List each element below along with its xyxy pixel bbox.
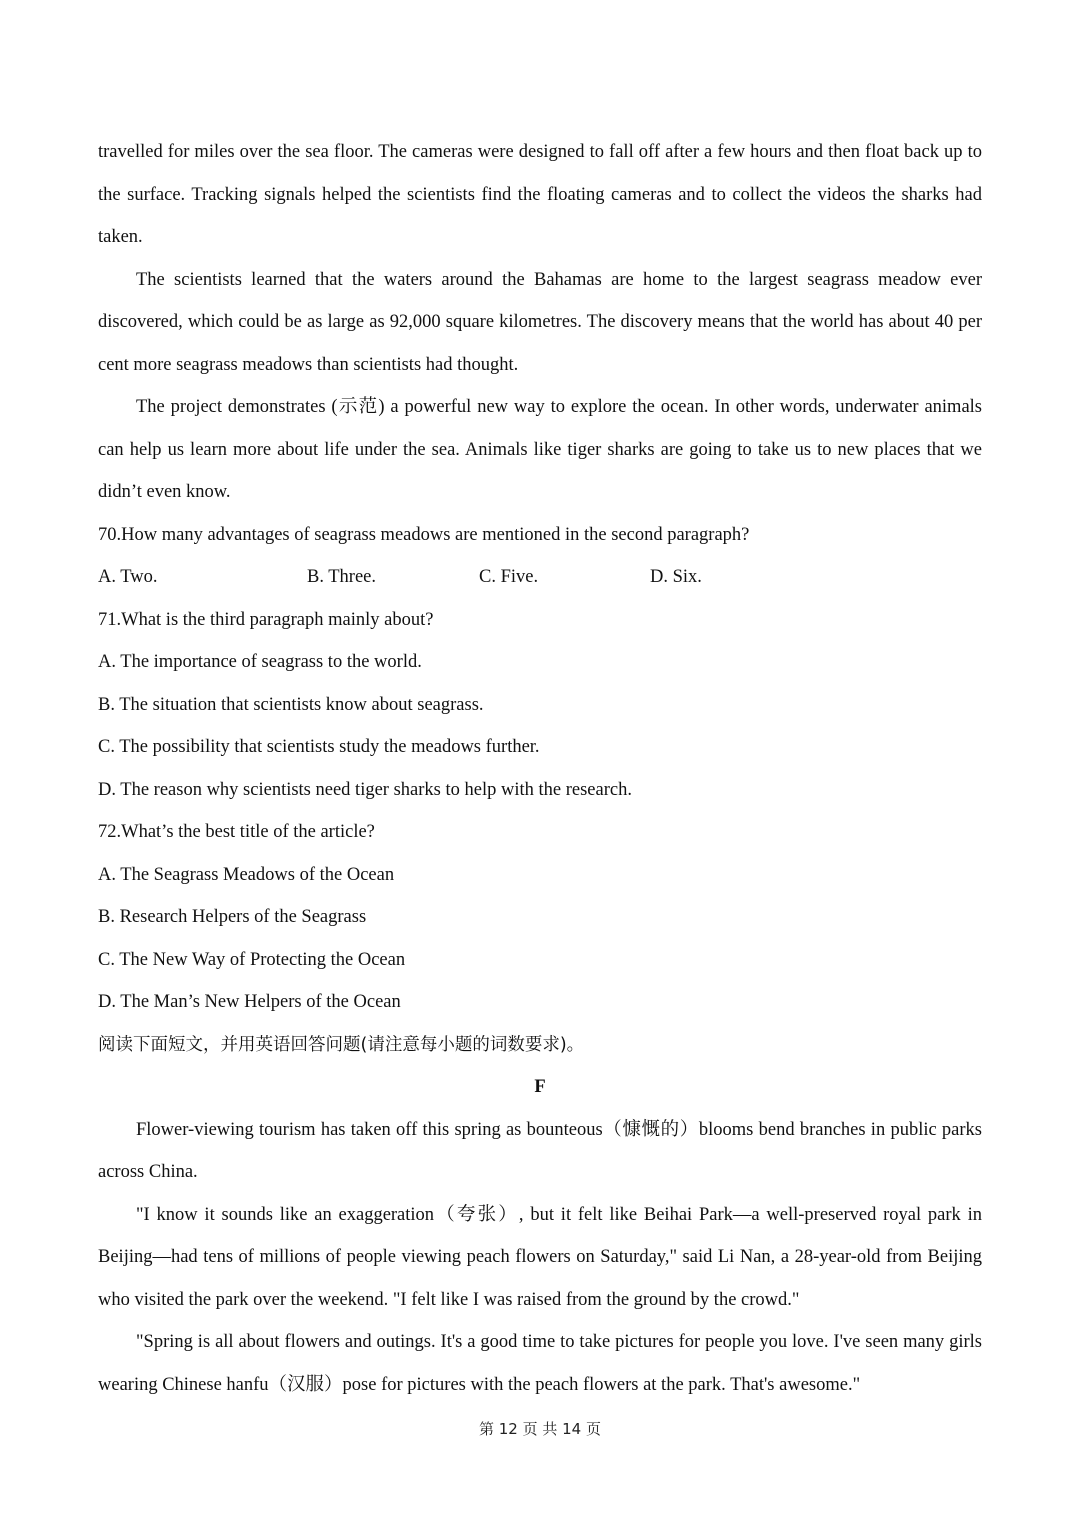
passage-f-paragraph-1: Flower-viewing tourism has taken off this spring as bounteous（慷慨的）blooms bend branches in public parks across China. — [98, 1119, 982, 1182]
question-72-stem: 72.What’s the best title of the article? — [98, 822, 375, 842]
question-71-option-c: C. The possibility that scientists study the meadows further. — [98, 737, 540, 757]
passage-f-paragraph-2: "I know it sounds like an exaggeration（夸张）, but it felt like Beihai Park—a well-preserved royal park in Beijing—had tens of millions of people viewing peach flowers on Saturday," said Li Nan, a 28-year-old from Beijing who visited the park over the weekend. "I felt like I was raised from the ground by the crowd." — [98, 1204, 982, 1310]
question-72-option-a: A. The Seagrass Meadows of the Ocean — [98, 864, 395, 885]
question-72-option-d: D. The Man’s New Helpers of the Ocean — [98, 992, 401, 1012]
question-70-option-c: C. Five. — [479, 567, 539, 587]
question-71-option-a: A. The importance of seagrass to the world. — [98, 652, 422, 672]
passage-e-paragraph-3: The project demonstrates (示范) a powerful new way to explore the ocean. In other words, underwater animals can help us learn more about life under the sea. Animals like tiger sharks are going to take us to new places that we didn’t even know. — [98, 397, 982, 502]
page-number-footer: 第 12 页 共 14 页 — [478, 1420, 601, 1438]
question-71-stem: 71.What is the third paragraph mainly about? — [98, 609, 434, 630]
passage-e-paragraph-1: travelled for miles over the sea floor. The cameras were designed to fall off after a few hours and then float back up to the surface. Tracking signals helped the scientists find the floating cameras and to collect the videos the sharks had taken. — [98, 142, 982, 247]
question-72-option-c: C. The New Way of Protecting the Ocean — [98, 949, 406, 970]
document-page — [98, 131, 982, 1406]
passage-e-paragraph-2: The scientists learned that the waters around the Bahamas are home to the largest seagrass meadow ever discovered, which could be as large as 92,000 square kilometres. The discovery means that the world has about 40 per cent more seagrass meadows than scientists had thought. — [98, 269, 982, 375]
question-70-stem: 70.How many advantages of seagrass meadows are mentioned in the second paragraph? — [98, 524, 750, 545]
passage-f-paragraph-3: "Spring is all about flowers and outings. It's a good time to take pictures for people you love. I've seen many girls wearing Chinese hanfu（汉服）pose for pictures with the peach flowers at the park. That's awesome." — [98, 1332, 982, 1395]
section-instruction: 阅读下面短文，并用英语回答问题(请注意每小题的词数要求)。 — [98, 1034, 585, 1055]
question-70-option-a: A. Two. — [98, 567, 158, 587]
question-71-option-b: B. The situation that scientists know about seagrass. — [98, 694, 484, 715]
question-72-option-b: B. Research Helpers of the Seagrass — [98, 907, 367, 927]
passage-f-title: F — [534, 1077, 546, 1097]
question-70-option-d: D. Six. — [650, 567, 702, 587]
question-70-option-b: B. Three. — [307, 567, 377, 587]
question-70-options — [98, 556, 982, 599]
question-71-option-d: D. The reason why scientists need tiger sharks to help with the research. — [98, 779, 632, 800]
